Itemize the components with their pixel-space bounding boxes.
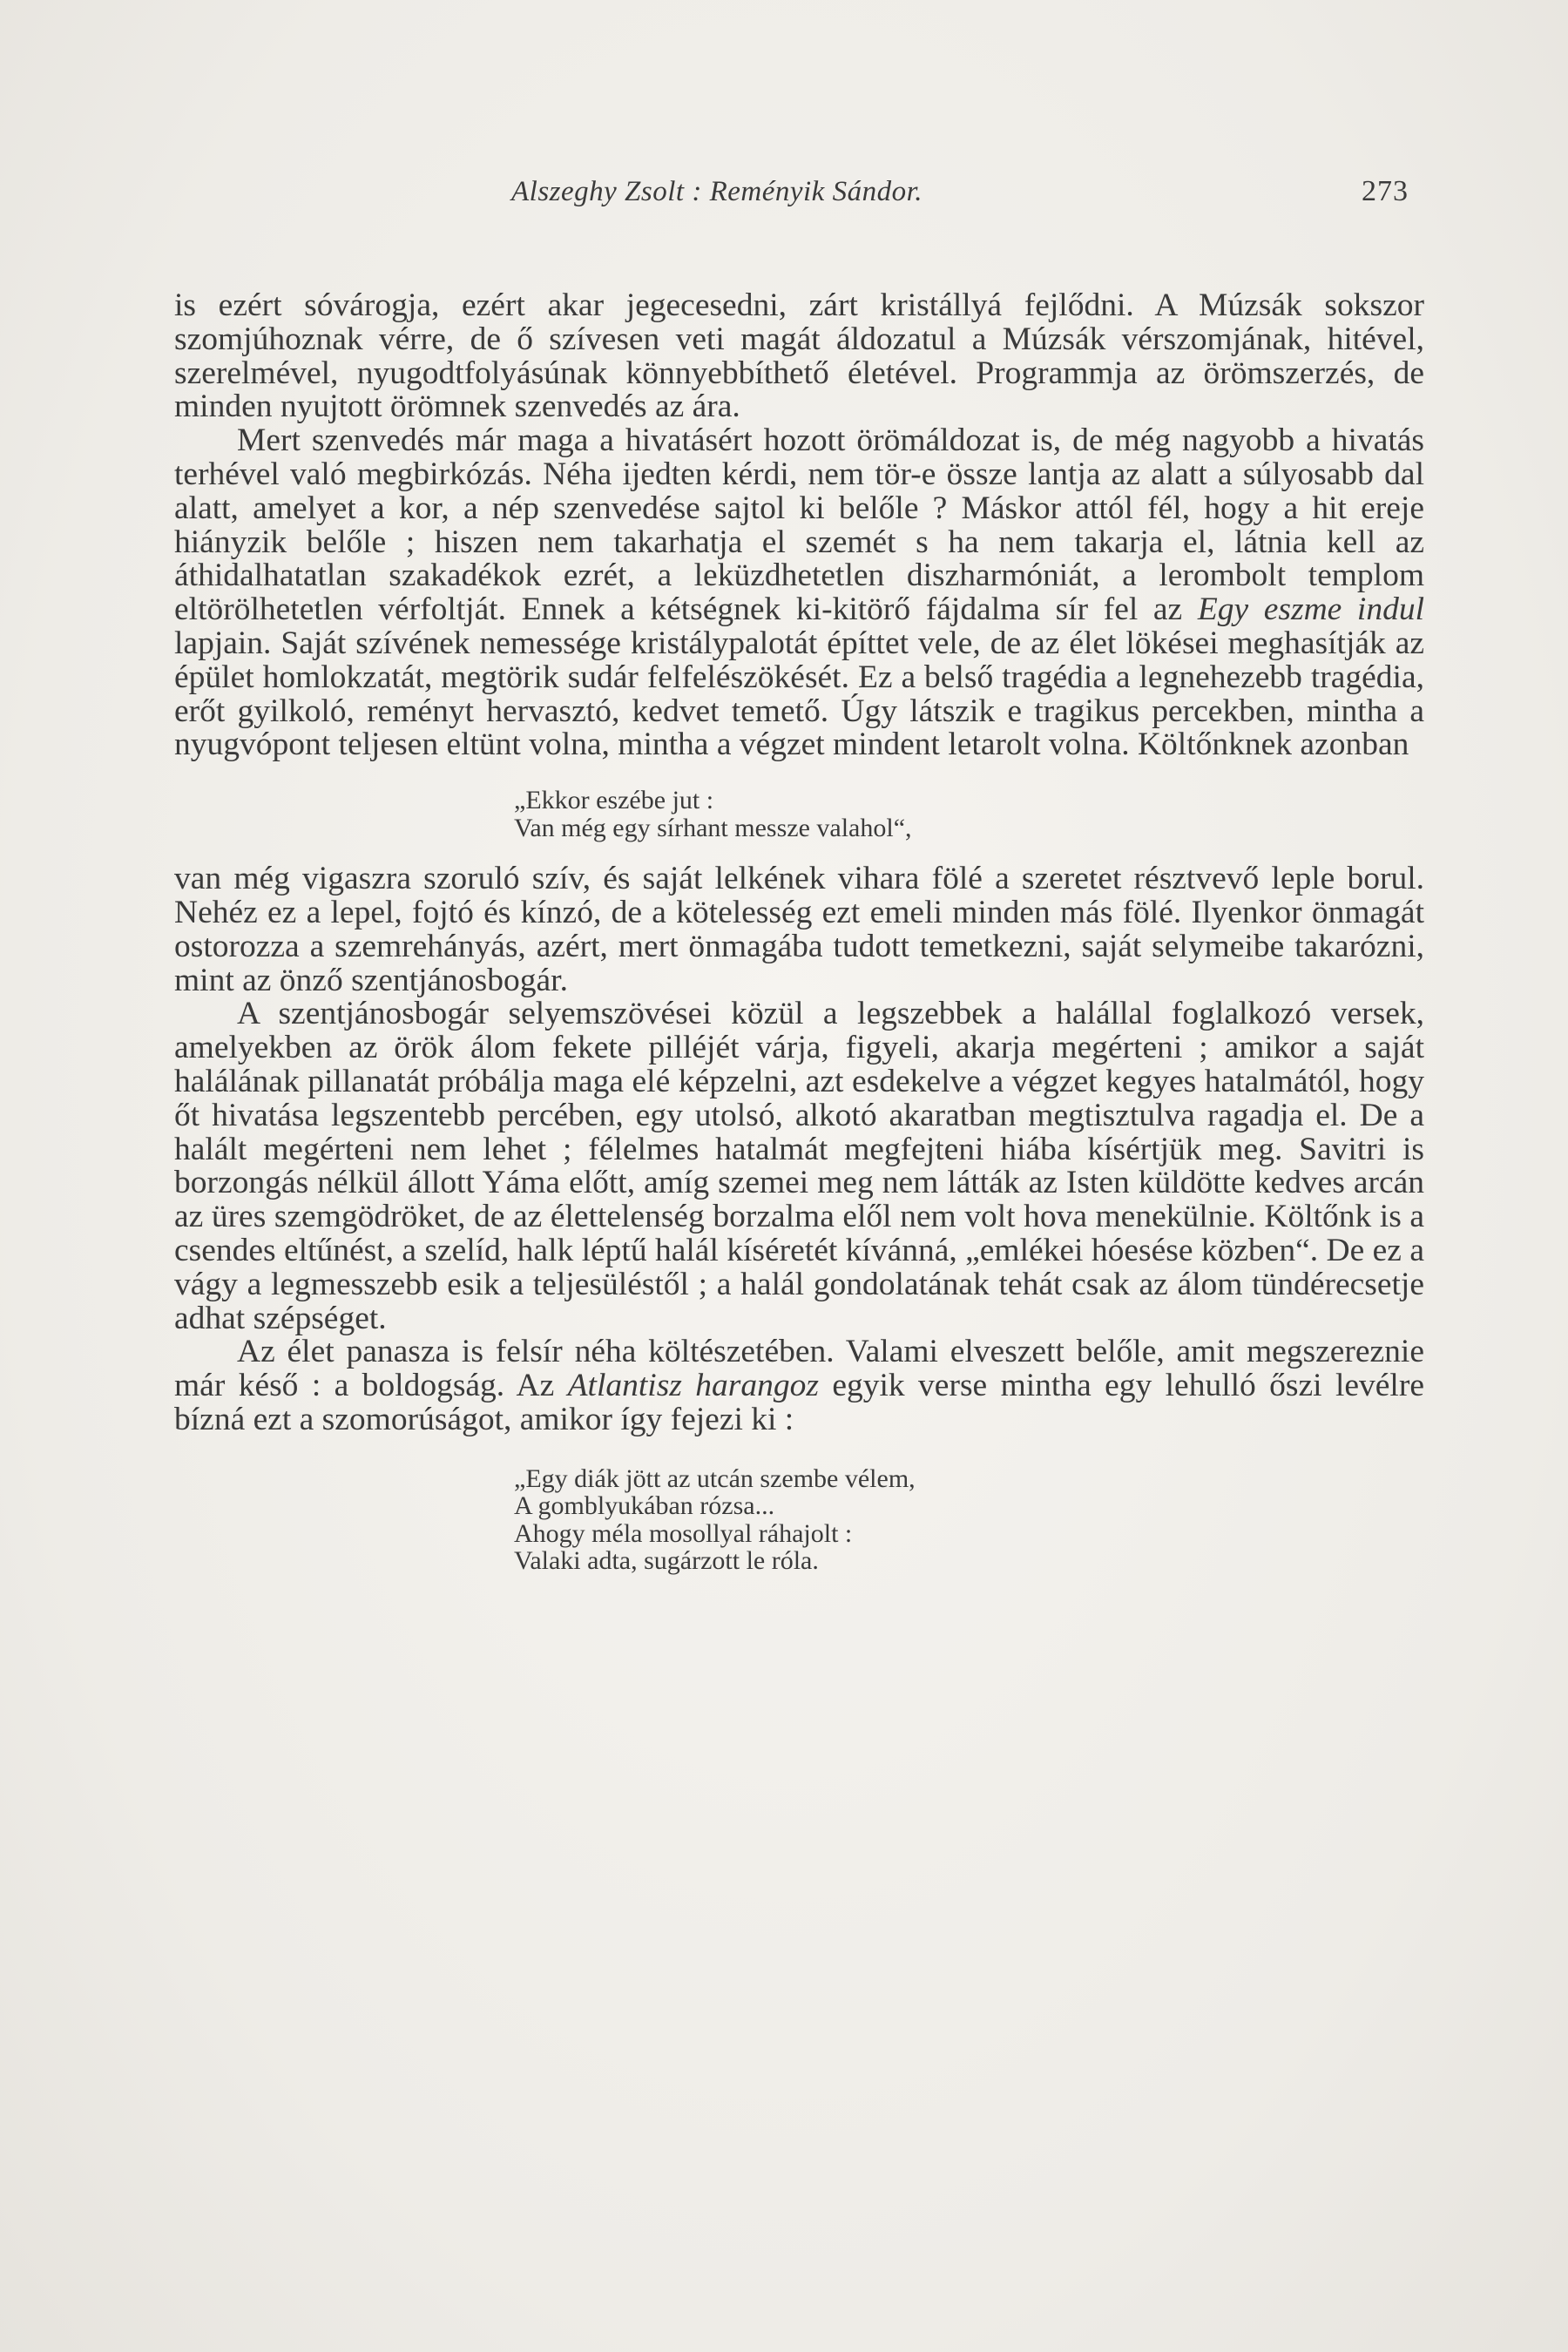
page-number: 273: [1362, 175, 1409, 207]
book-title-atlantisz-harangoz: Atlantisz harangoz: [567, 1368, 819, 1404]
running-title: Alszeghy Zsolt : Reményik Sándor.: [511, 176, 923, 207]
quote-2-line-4: Valaki adta, sugárzott le róla.: [514, 1546, 819, 1576]
paragraph-5-part-b: egyik verse mintha egy lehulló őszi levélre bízná ezt a szomorúságot, amikor így fejezi ki :: [174, 1368, 1424, 1437]
quote-1-line-1: „Ekkor eszébe jut :: [514, 786, 714, 815]
paragraph-3: van még vigaszra szoruló szív, és saját lelkének vihara fölé a szeretet résztvevő leple borul. Nehéz ez a lepel, fojtó és kínzó, de a kötelesség ezt emeli minden más fölé. Ilyenkor önmagát ostorozza a szemrehányás, azért, mert önmagába tudott temetkezni, saját selymeibe takarózni, mint az önző szentjánosbogár.: [174, 861, 1424, 998]
paragraph-5-part-a: Az élet panasza is felsír néha költészetében. Valami elveszett belőle, amit megszereznie már késő : a boldogság. Az: [174, 1334, 1424, 1404]
paragraph-1: is ezért sóvárogja, ezért akar jegecesedni, zárt kristállyá fejlődni. A Múzsák sokszor szomjúhoznak vérre, de ő szívesen veti magát áldozatul a Múzsák vérszomjának, hitével, szerelmével, nyugodtfolyásúnak könnyebbíthető életével. Programmja az örömszerzés, de minden nyujtott örömnek szenvedés az ára.: [174, 287, 1424, 425]
quote-1: [514, 787, 1424, 841]
quote-2-line-2: A gomblyukában rózsa...: [514, 1491, 775, 1521]
paragraph-2-part-a: Mert szenvedés már maga a hivatásért hozott örömáldozat is, de még nagyobb a hivatás terhével való megbirkózás. Néha ijedten kérdi, nem tör-e össze lantja az alatt a súlyosabb dal alatt, amelyet a kor, a nép szenvedése sajtol ki belőle ? Máskor attól fél, hogy a hit ereje hiányzik belőle ; hiszen nem takarhatja el szemét s ha nem takarja el, látnia kell az áthidalhatatlan szakadékok ezrét, a leküzdhetetlen diszharmóniát, a lerombolt templom eltörölhetetlen vérfoltját. Ennek a kétségnek ki-kitörő fájdalma sír fel az: [174, 422, 1424, 628]
quote-1-line-2: Van még egy sírhant messze valahol“,: [514, 813, 912, 842]
page-header: [511, 172, 1409, 211]
quote-2: [514, 1465, 1424, 1575]
paragraph-5: [174, 1335, 1424, 1436]
paragraph-2: [174, 424, 1424, 762]
book-title-egy-eszme-indul: Egy eszme indul: [1197, 591, 1425, 628]
body-text: [174, 289, 1424, 1598]
quote-2-line-3: Ahogy méla mosollyal ráhajolt :: [514, 1518, 853, 1548]
paragraph-2-part-b: lapjain. Saját szívének nemessége kristálypalotát építtet vele, de az élet lökései meghasítják az épület homlokzatát, megtörik sudár felfelészökését. Ez a belső tragédia a legnehezebb tragédia, erőt gyilkoló, reményt hervasztó, kedvet temető. Úgy látszik e tragikus percekben, mintha a nyugvópont teljesen eltünt volna, mintha a végzet mindent letarolt volna. Költőnknek azonban: [174, 625, 1424, 763]
quote-2-line-1: „Egy diák jött az utcán szembe vélem,: [514, 1463, 916, 1493]
paragraph-4: A szentjánosbogár selyemszövései közül a legszebbek a halállal foglalkozó versek, amelyekben az örök álom fekete pilléjét várja, figyeli, akarja megérteni ; amikor a saját halálának pillanatát próbálja maga elé képzelni, azt esdekelve a végzet kegyes hatalmától, hogy őt hivatása legszentebb percében, egy utolsó, alkotó akaratban megtisztulva ragadja el. De a halált megérteni nem lehet ; félelmes hatalmát megfejteni hiába kísértjük meg. Savitri is borzongás nélkül állott Yáma előtt, amíg szemei meg nem látták az Isten küldötte kedves arcán az üres szemgödröket, de az élettelenség borzalma elől nem volt hova menekülnie. Költőnk is a csendes eltűnést, a szelíd, halk léptű halál kíséretét kívánná, „emlékei hóesése közben“. De ez a vágy a legmesszebb esik a teljesüléstől ; a halál gondolatának tehát csak az álom tündérecsetje adhat szépséget.: [174, 996, 1424, 1336]
